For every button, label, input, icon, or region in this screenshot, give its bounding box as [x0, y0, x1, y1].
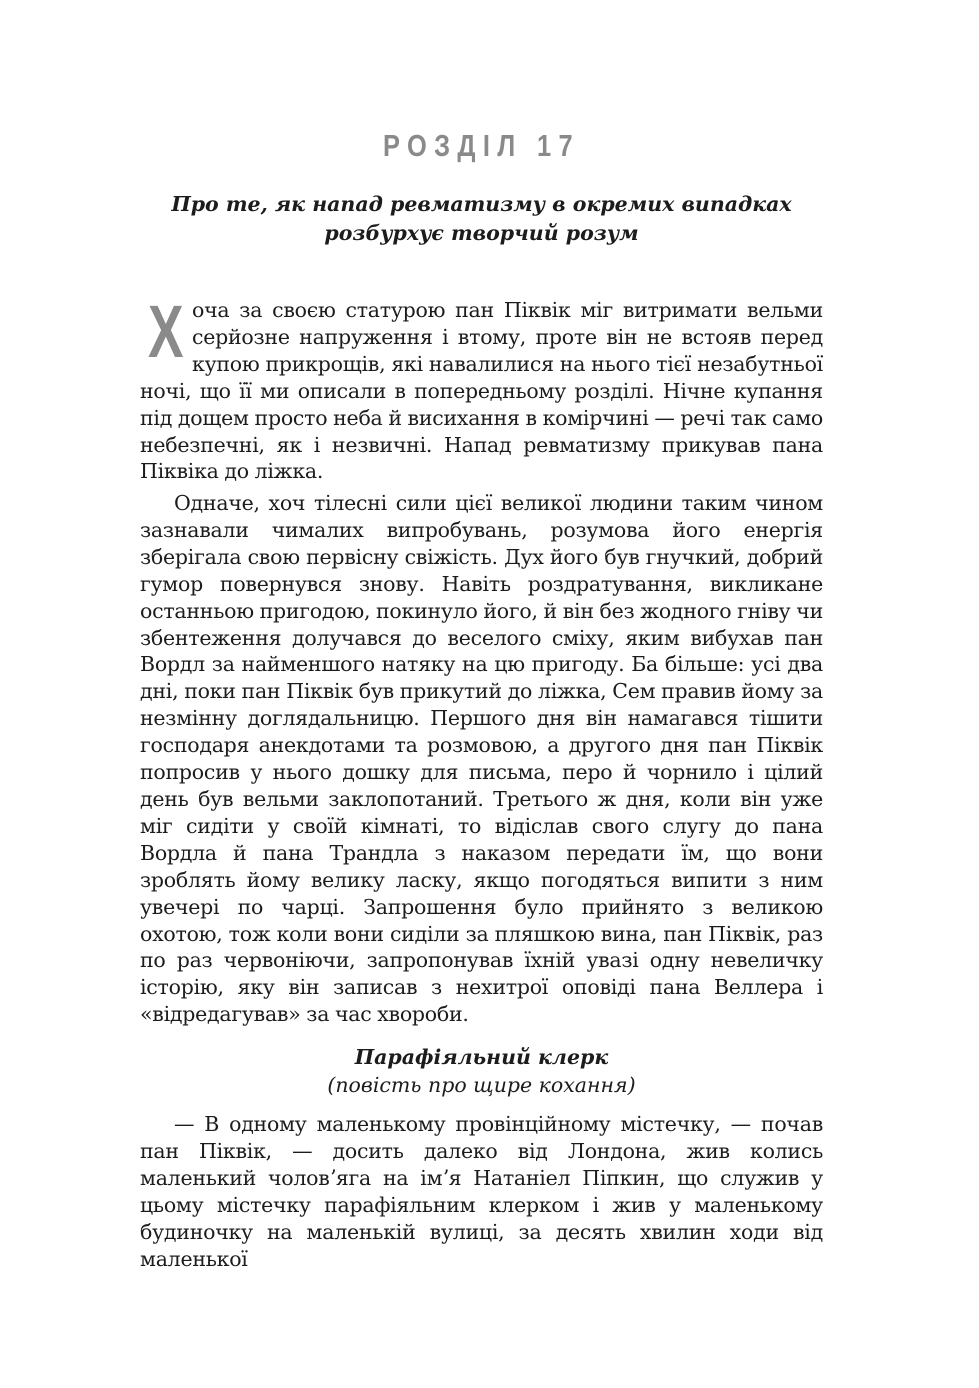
paragraph-1-text: оча за своєю статурою пан Піквік міг витримати вельми серйозне напруження і втому, проте він не встояв перед купою прикрощів, які навалилися на нього тієї незабутньої ночі, що її ми описали в попередньому розділі. Нічне купання під дощем просто неба й висихання в комірчині — речі так само небезпечні, як і незвичні. Напад ревматизму прикував пана Піквіка до ліжка. [140, 298, 823, 484]
chapter-subtitle-line-1: Про те, як напад ревматизму в окремих випадках [171, 192, 792, 216]
chapter-subtitle [140, 190, 823, 248]
story-title: Парафіяльний клерк [354, 1045, 609, 1069]
paragraph-1 [140, 290, 823, 485]
drop-cap: Х [148, 290, 184, 373]
book-page [140, 0, 823, 1388]
chapter-subtitle-line-2: розбурхує творчий розум [324, 221, 639, 245]
paragraph-2: Одначе, хоч тілесні сили цієї великої людини таким чином зазнавали чималих випробувань, розумова його енергія зберігала свою первісну свіжість. Дух його був гнучкий, добрий гумор повернувся знову. Навіть роздратування, викликане останньою пригодою, покинуло його, й він без жодного гніву чи збентеження долучався до веселого сміху, яким вибухав пан Вордл за найменшого натяку на цю пригоду. Ба більше: усі два дні, поки пан Піквік був прикутий до ліжка, Сем правив йому за незмінну доглядальницю. Першого дня він намагався тішити господаря анекдотами та розмовою, а другого дня пан Піквік попросив у нього дошку для письма, перо й чорнило і цілий день був вельми заклопотаний. Третього ж дня, коли він уже міг сидіти у своїй кімнаті, то відіслав свого слугу до пана Вордла й пана Трандла з наказом передати їм, що вони зроблять йому велику ласку, якщо погодяться випити з ним увечері по чарці. Запрошення було прийнято з великою охотою, тож коли вони сиділи за пляшкою вина, пан Піквік, раз по раз червоніючи, запропонував їхній увазі одну невеличку історію, яку він записав з нехитрої оповіді пана Веллера і «відредагував» за час хвороби. [140, 491, 823, 1027]
chapter-heading: РОЗДІЛ 17 [382, 128, 581, 163]
paragraph-3: — В одному маленькому провінційному містечку, — почав пан Піквік, — досить далеко від Лондона, жив колись маленький чоловʼяга на імʼя Натаніел Піпкин, що служив у цьому містечку парафіяльним клерком і жив у маленькому будиночку на маленькій вулиці, за десять хвилин ходи від маленької [140, 1112, 823, 1271]
story-subtitle: (повість про щире кохання) [327, 1073, 636, 1097]
